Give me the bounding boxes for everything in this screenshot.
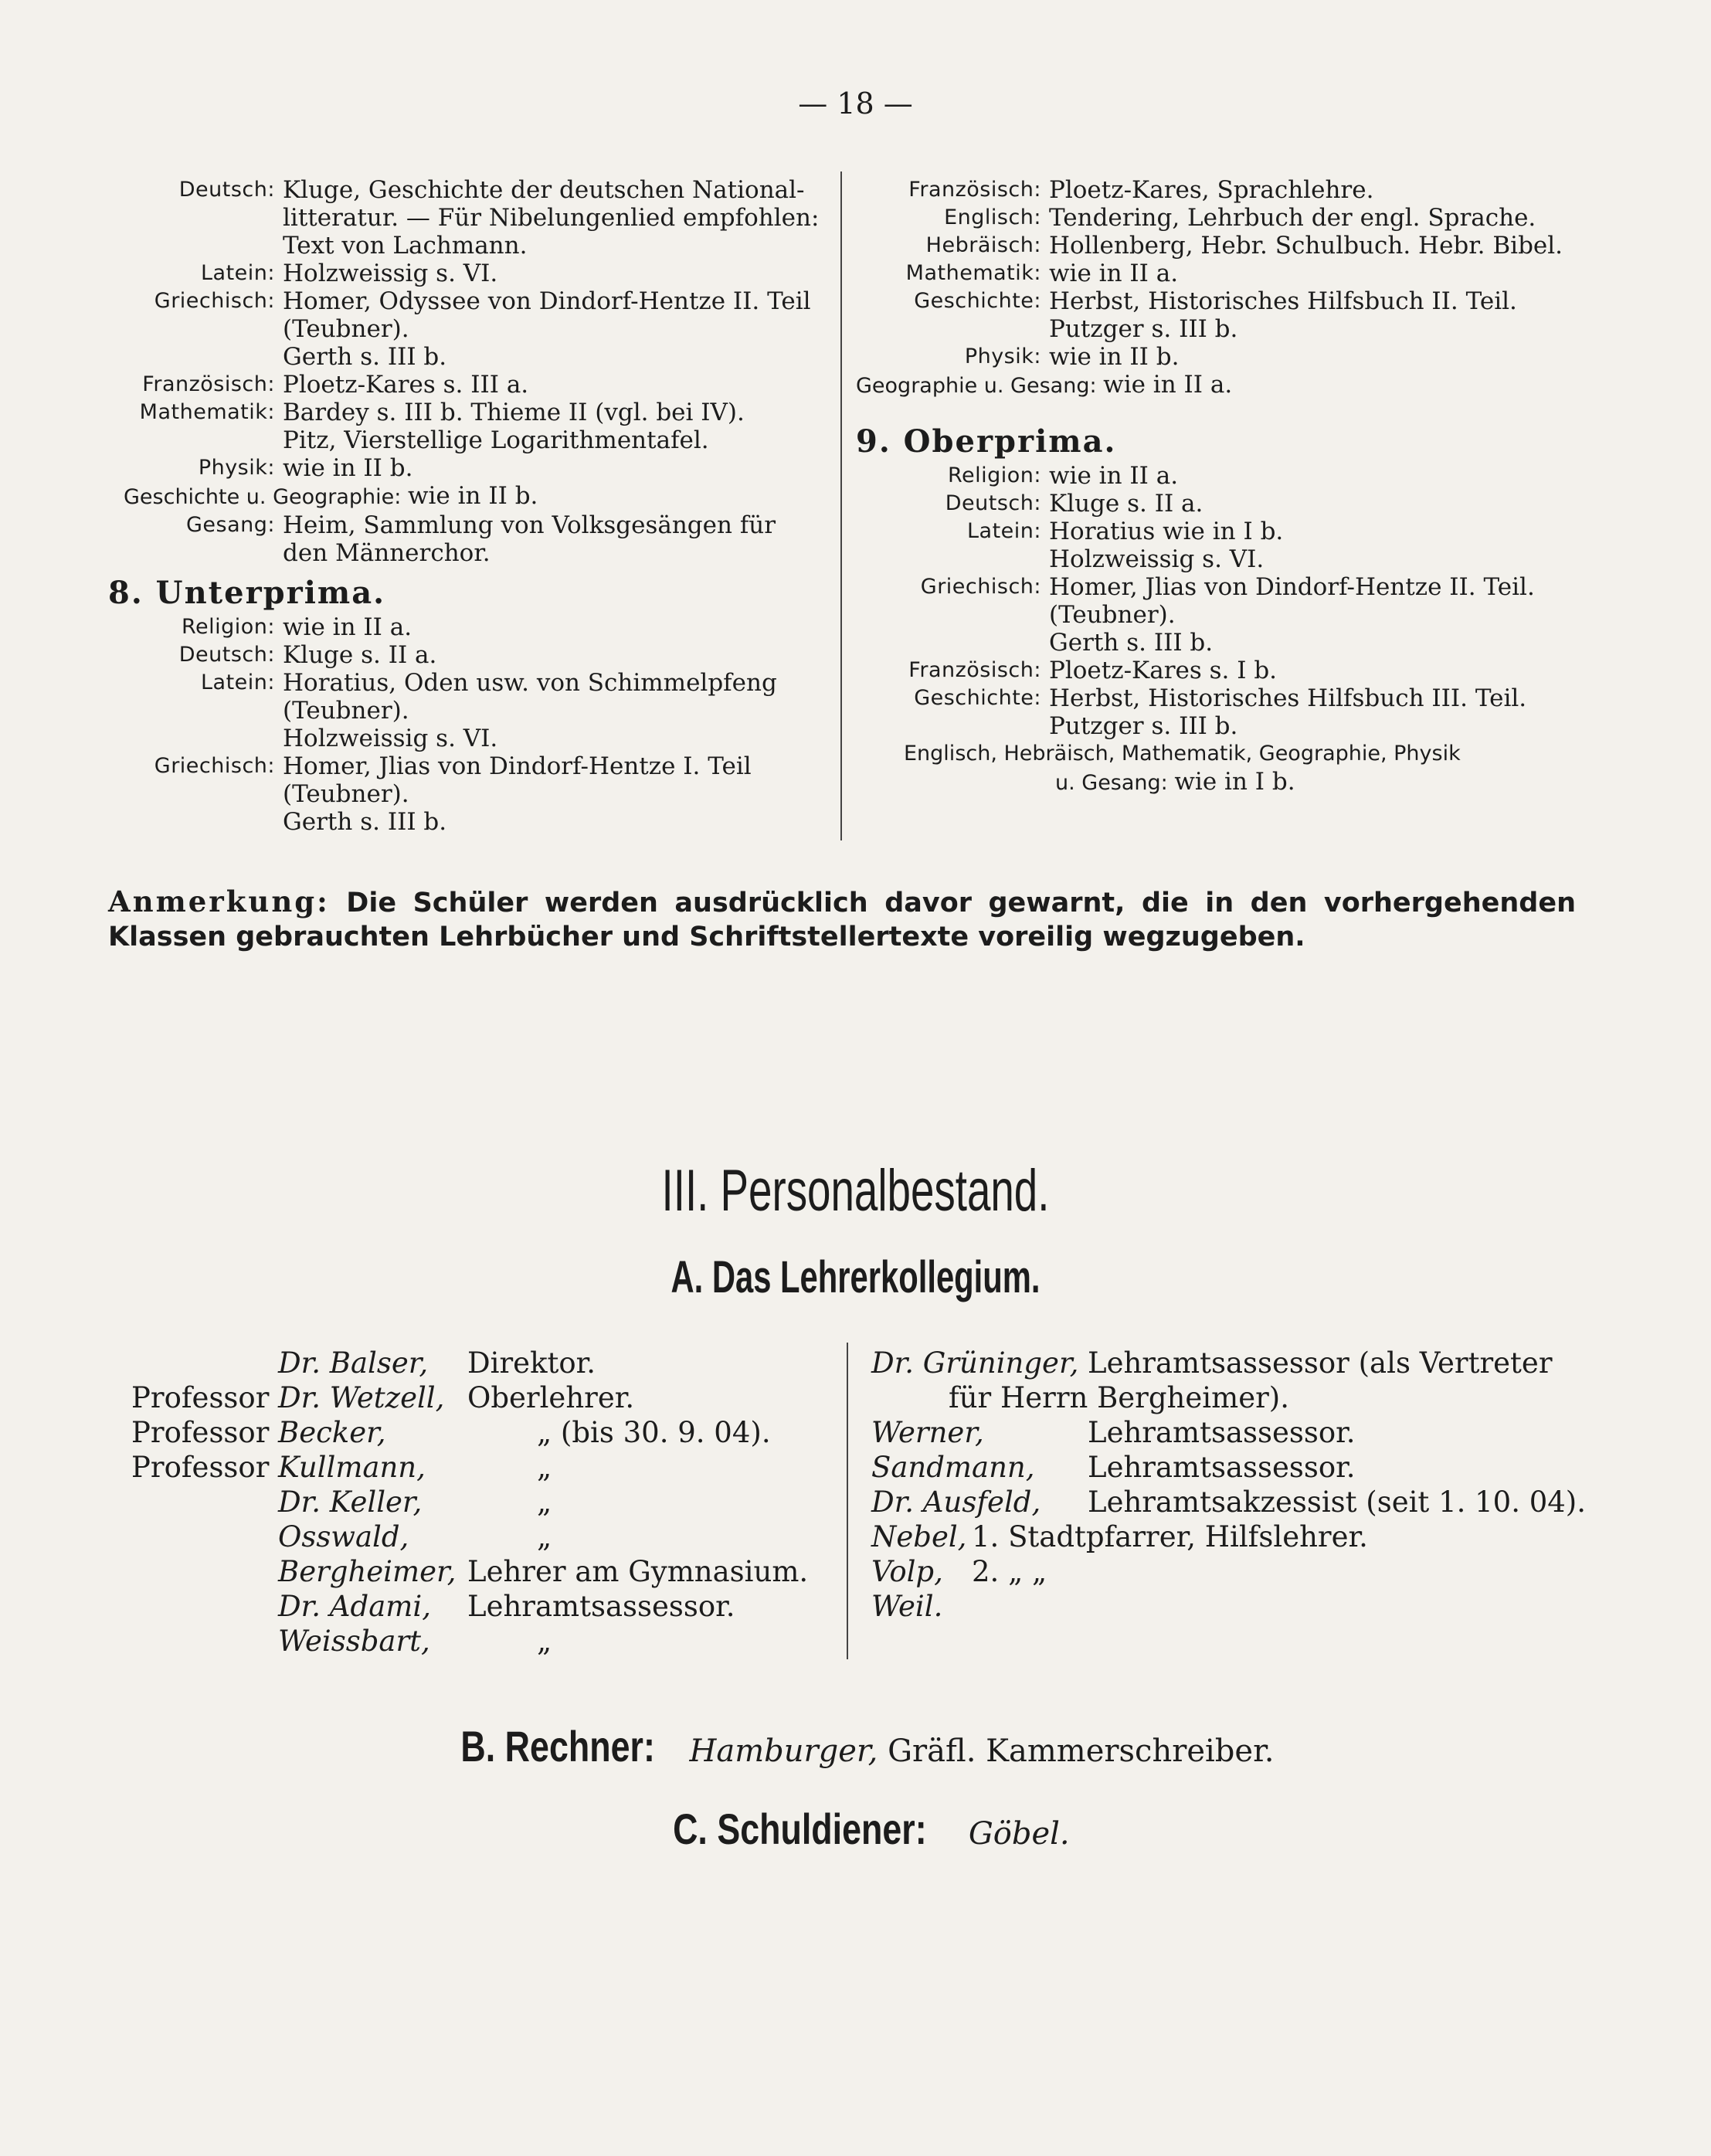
book-line: wie in I b. xyxy=(1174,768,1295,796)
staff-role: 2. „ „ xyxy=(972,1555,1047,1588)
book-line: Heim, Sammlung von Volksgesängen für xyxy=(283,511,776,539)
book-line: (Teubner). xyxy=(283,780,409,808)
book-line: litteratur. — Für Nibelungenlied empfohlen: xyxy=(283,204,820,232)
rechner-name: Hamburger, xyxy=(689,1733,878,1769)
staff-name: Dr. Balser, xyxy=(278,1346,429,1380)
staff-role: 1. Stadtpfarrer, Hilfslehrer. xyxy=(972,1520,1368,1553)
booklist-row xyxy=(108,752,827,836)
book-line: Ploetz-Kares s. I b. xyxy=(1049,657,1278,684)
book-line: den Männerchor. xyxy=(283,539,491,567)
subject-label: Geschichte: xyxy=(914,686,1041,710)
book-line: Holzweissig s. VI. xyxy=(283,725,498,752)
staff-title xyxy=(131,1624,278,1659)
subject-label: Deutsch: xyxy=(178,643,275,667)
subject-label: Gesang: xyxy=(186,513,275,537)
section-heading-rechner: B. Rechner: xyxy=(460,1722,656,1771)
staff-name: Dr. Wetzell, xyxy=(278,1381,445,1414)
book-line: Homer, Jlias von Dindorf-Hentze II. Teil. xyxy=(1049,573,1535,601)
staff-name: Sandmann, xyxy=(871,1451,1035,1484)
staff-row xyxy=(131,1554,834,1589)
subject-label: Griechisch: xyxy=(154,289,275,313)
booklist-row xyxy=(108,669,827,752)
book-line: Putzger s. III b. xyxy=(1049,315,1238,343)
book-line: Hollenberg, Hebr. Schulbuch. Hebr. Bibel. xyxy=(1049,232,1563,260)
subject-label: Englisch: xyxy=(944,205,1041,229)
staff-role: „ xyxy=(537,1485,552,1519)
staff-name: Dr. Adami, xyxy=(278,1590,431,1623)
booklist-row xyxy=(856,490,1574,518)
booklist-row xyxy=(856,232,1574,260)
subject-label: Geschichte u. Geographie: xyxy=(124,485,402,509)
subject-label: Religion: xyxy=(947,463,1041,487)
subject-label: Religion: xyxy=(181,615,275,639)
booklist-row xyxy=(108,371,827,399)
book-line: Holzweissig s. VI. xyxy=(1049,545,1265,573)
book-line: Kluge, Geschichte der deutschen National- xyxy=(283,176,805,204)
booklist-row xyxy=(856,573,1574,657)
staff-name: Osswald, xyxy=(278,1520,409,1553)
staff-name: Dr. Keller, xyxy=(278,1485,423,1519)
note-text: Die Schüler werden ausdrücklich davor gewarnt, die in den vorhergehenden Klassen gebrauchten Lehrbücher und Schriftstellertexte voreilig wegzugeben. xyxy=(108,888,1576,952)
staff-row xyxy=(131,1415,834,1450)
book-line: Horatius, Oden usw. von Schimmelpfeng xyxy=(283,669,777,697)
book-line: (Teubner). xyxy=(1049,601,1176,629)
staff-role: Lehrer am Gymnasium. xyxy=(467,1555,809,1588)
booklist-row xyxy=(856,462,1574,490)
booklist-row xyxy=(856,176,1574,204)
staff-role: „ xyxy=(537,1520,552,1553)
section-heading-unterprima: 8. Unterprima. xyxy=(108,575,386,611)
staff-role: „ (bis 30. 9. 04). xyxy=(537,1416,771,1449)
subject-label: Hebräisch: xyxy=(925,233,1041,257)
staff-role: Lehramtsassessor. xyxy=(1088,1451,1356,1484)
booklist-row xyxy=(856,684,1574,740)
booklist-row xyxy=(108,641,827,669)
booklist-row xyxy=(856,204,1574,232)
booklist-row xyxy=(856,287,1574,343)
book-line: Kluge s. II a. xyxy=(283,641,437,669)
book-line: wie in II a. xyxy=(1049,462,1179,490)
book-line: wie in II b. xyxy=(1049,343,1180,371)
book-line: wie in II a. xyxy=(283,613,412,641)
staff-title xyxy=(131,1589,278,1624)
book-line: (Teubner). xyxy=(283,315,409,343)
section-heading-schuldiener: C. Schuldiener: xyxy=(673,1805,928,1853)
subject-label: u. Gesang: xyxy=(1055,771,1168,795)
staff-role: „ xyxy=(537,1625,552,1658)
staff-name: Weissbart, xyxy=(278,1625,430,1658)
subject-label: Mathematik: xyxy=(139,400,275,424)
section-heading-oberprima: 9. Oberprima. xyxy=(856,423,1117,460)
staff-role: Lehramtsassessor. xyxy=(1088,1416,1356,1449)
staff-title xyxy=(131,1554,278,1589)
geschichte-geographie-line xyxy=(108,482,827,511)
staff-row xyxy=(131,1450,834,1485)
staff-role: Lehramtsassessor (als Vertreter xyxy=(1088,1346,1553,1380)
book-line: Gerth s. III b. xyxy=(283,343,447,371)
staff-title: Professor xyxy=(131,1451,270,1484)
staff-role: Lehramtsakzessist (seit 1. 10. 04). xyxy=(1088,1485,1587,1519)
subject-label: Physik: xyxy=(964,345,1041,368)
book-line: Bardey s. III b. Thieme II (vgl. bei IV). xyxy=(283,399,745,426)
book-line: Horatius wie in I b. xyxy=(1049,518,1284,545)
staff-role xyxy=(1088,1589,1582,1624)
book-line: Ploetz-Kares s. III a. xyxy=(283,371,529,399)
staff-row xyxy=(131,1519,834,1554)
staff-row xyxy=(131,1380,834,1415)
staff-title xyxy=(131,1485,278,1519)
page-number: — 18 — xyxy=(798,87,913,121)
section-heading-personalbestand: III. Personalbestand. xyxy=(661,1158,1050,1224)
schuldiener-name: Göbel. xyxy=(968,1816,1070,1852)
subject-label: Physik: xyxy=(198,456,275,480)
left-column xyxy=(108,176,827,836)
subject-label: Griechisch: xyxy=(154,754,275,778)
geographie-gesang-line xyxy=(856,371,1574,400)
staff-name: Volp, xyxy=(871,1555,943,1588)
book-line: Text von Lachmann. xyxy=(283,232,528,260)
booklist-row xyxy=(856,518,1574,573)
book-line: Gerth s. III b. xyxy=(1049,629,1214,657)
staff-title: Professor xyxy=(131,1416,270,1449)
book-line: Homer, Odyssee von Dindorf-Hentze II. Teil xyxy=(283,287,811,315)
subject-label: Deutsch: xyxy=(945,491,1041,515)
booklist-row xyxy=(108,176,827,260)
staff-name: Weil. xyxy=(871,1590,943,1623)
staff-role: Direktor. xyxy=(467,1346,596,1380)
book-line: Pitz, Vierstellige Logarithmentafel. xyxy=(283,426,709,454)
schuldiener-line xyxy=(0,1804,1711,1854)
subject-label: Latein: xyxy=(201,261,275,285)
subject-label: Griechisch: xyxy=(920,575,1041,599)
booklist-row xyxy=(108,287,827,371)
booklist-row xyxy=(108,613,827,641)
staff-name: Werner, xyxy=(871,1416,984,1449)
staff-row xyxy=(871,1589,1582,1624)
booklist-row xyxy=(108,399,827,454)
staff-row xyxy=(871,1519,1582,1554)
staff-list-right xyxy=(871,1346,1587,1624)
column-divider xyxy=(847,1343,848,1659)
subject-label: Französisch: xyxy=(142,372,275,396)
staff-name: Bergheimer, xyxy=(278,1555,457,1588)
book-line: wie in II a. xyxy=(1103,371,1233,399)
subject-label: Französisch: xyxy=(908,178,1041,202)
book-line: Holzweissig s. VI. xyxy=(283,260,498,287)
book-line: wie in II b. xyxy=(283,454,413,482)
book-line: Gerth s. III b. xyxy=(283,808,447,836)
staff-role: Oberlehrer. xyxy=(467,1381,635,1414)
staff-title: Professor xyxy=(131,1381,270,1414)
staff-name: Becker, xyxy=(278,1416,386,1449)
book-line: (Teubner). xyxy=(283,697,409,725)
subject-label: Französisch: xyxy=(908,658,1041,682)
subject-label: Mathematik: xyxy=(905,261,1041,285)
column-divider xyxy=(840,171,842,840)
subject-group-line: Englisch, Hebräisch, Mathematik, Geographie, Physik xyxy=(904,742,1461,766)
staff-row xyxy=(871,1380,1582,1415)
book-line: Tendering, Lehrbuch der engl. Sprache. xyxy=(1049,204,1536,232)
subject-label: Geschichte: xyxy=(914,289,1041,313)
staff-row xyxy=(871,1450,1582,1485)
rechner-line xyxy=(0,1721,1711,1771)
book-line: Putzger s. III b. xyxy=(1049,712,1238,740)
subject-label: Latein: xyxy=(201,671,275,694)
note-head: Anmerkung: xyxy=(108,884,330,918)
staff-list-left xyxy=(131,1346,834,1659)
booklist-row xyxy=(856,343,1574,371)
staff-role: „ xyxy=(537,1451,552,1484)
staff-row xyxy=(871,1346,1582,1380)
booklist-row xyxy=(108,511,827,567)
booklist-row xyxy=(856,260,1574,287)
staff-name: Dr. Ausfeld, xyxy=(871,1485,1041,1519)
staff-title xyxy=(131,1346,278,1380)
book-line: wie in II b. xyxy=(407,482,538,510)
book-line: Ploetz-Kares, Sprachlehre. xyxy=(1049,176,1374,204)
staff-row xyxy=(871,1485,1587,1519)
staff-title xyxy=(131,1519,278,1554)
book-line: wie in II a. xyxy=(1049,260,1179,287)
section-heading-lehrerkollegium: A. Das Lehrerkollegium. xyxy=(670,1252,1041,1302)
staff-row xyxy=(131,1346,834,1380)
staff-row xyxy=(131,1485,834,1519)
staff-row xyxy=(131,1624,834,1659)
staff-role: für Herrn Bergheimer). xyxy=(949,1381,1289,1414)
booklist-row xyxy=(856,657,1574,684)
staff-name: Dr. Grüninger, xyxy=(871,1346,1079,1380)
staff-row xyxy=(131,1589,834,1624)
right-column xyxy=(856,176,1574,797)
booklist-row xyxy=(108,454,827,482)
staff-row xyxy=(871,1554,1582,1589)
book-line: Kluge s. II a. xyxy=(1049,490,1203,518)
subject-group-line-2 xyxy=(856,768,1574,797)
book-line: Homer, Jlias von Dindorf-Hentze I. Teil xyxy=(283,752,752,780)
subject-label: Geographie u. Gesang: xyxy=(856,374,1097,398)
booklist-row xyxy=(108,260,827,287)
subject-label: Deutsch: xyxy=(178,178,275,202)
book-line: Herbst, Historisches Hilfsbuch II. Teil. xyxy=(1049,287,1517,315)
staff-name: Nebel, xyxy=(871,1520,967,1553)
rechner-role: Gräfl. Kammerschreiber. xyxy=(888,1733,1275,1769)
anmerkung-note xyxy=(108,884,1576,954)
book-line: Herbst, Historisches Hilfsbuch III. Teil. xyxy=(1049,684,1527,712)
staff-row xyxy=(871,1415,1582,1450)
staff-name: Kullmann, xyxy=(278,1451,426,1484)
subject-label: Latein: xyxy=(967,519,1041,543)
staff-role: Lehramtsassessor. xyxy=(467,1590,735,1623)
